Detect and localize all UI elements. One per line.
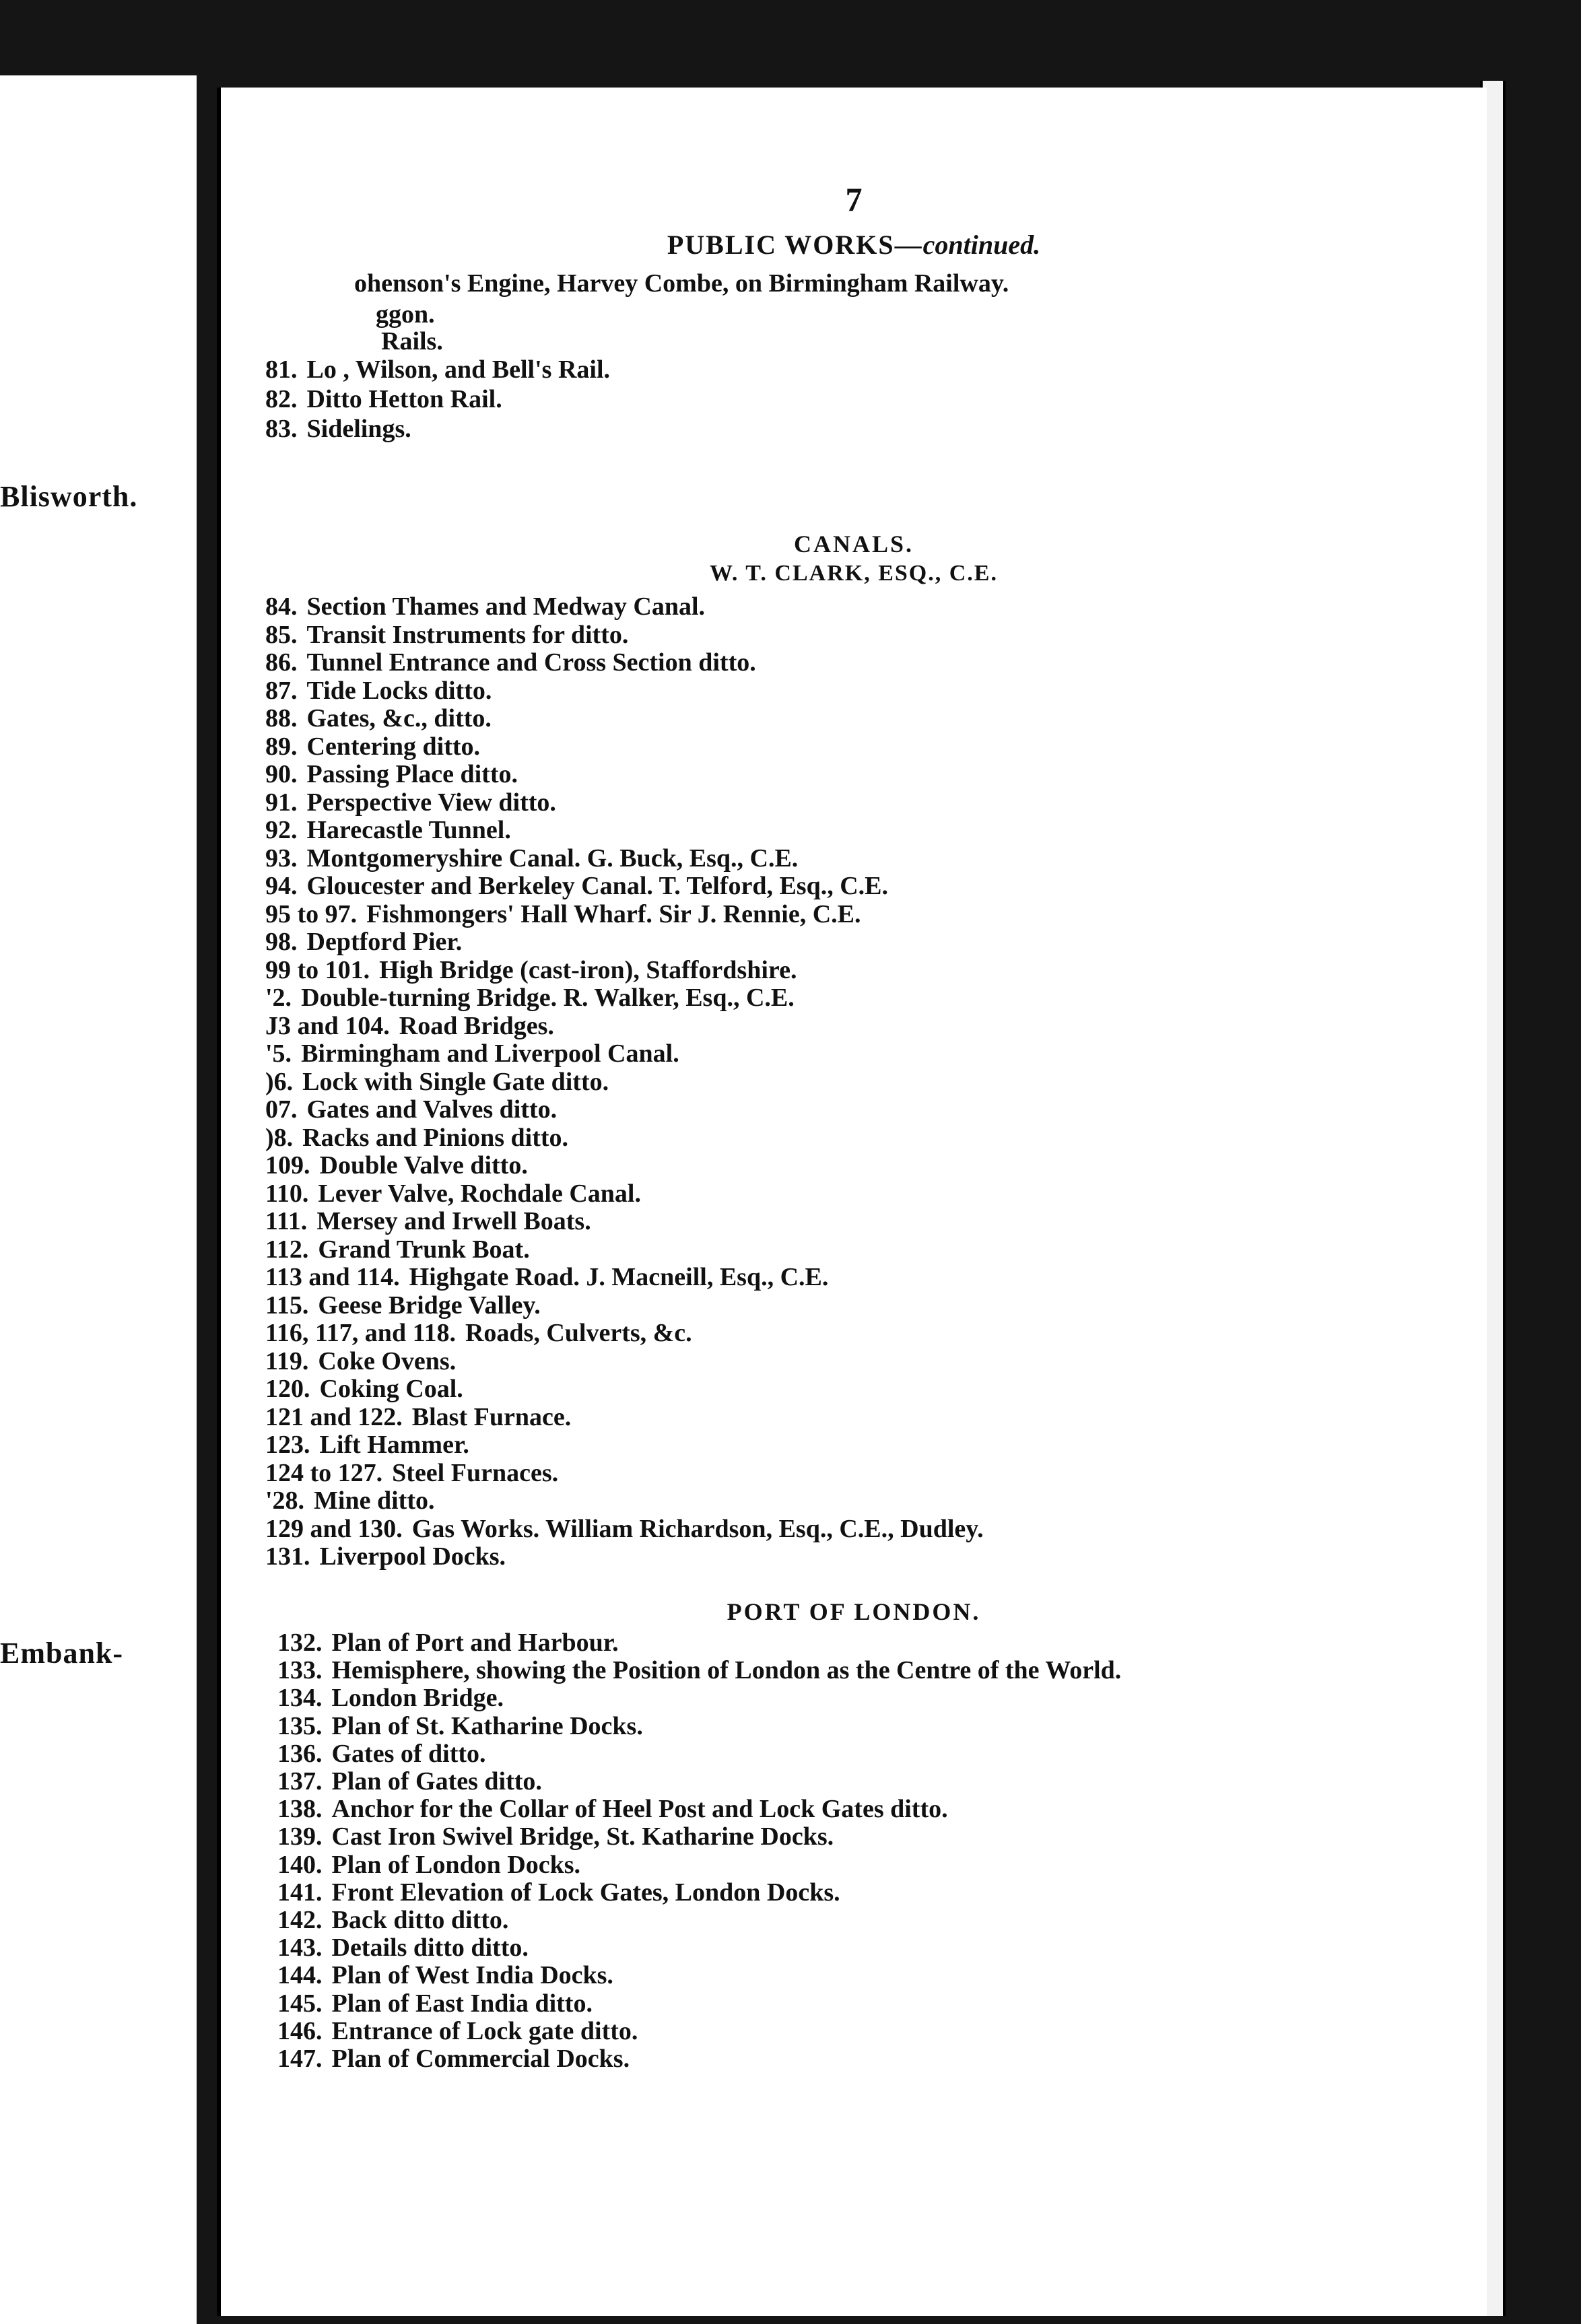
page-number: 7	[845, 180, 863, 218]
entry-number: 120.	[265, 1375, 310, 1403]
entry-number: 144.	[277, 1961, 323, 1990]
railway-continuation-line: ohenson's Engine, Harvey Combe, on Birmingham Railway.	[354, 269, 1009, 298]
entry-number: )8.	[265, 1123, 294, 1152]
entry-text: Montgomeryshire Canal. G. Buck, Esq., C.E.	[306, 844, 799, 873]
entry-text: Double Valve ditto.	[319, 1151, 528, 1180]
entry-text: Tide Locks ditto.	[306, 676, 492, 705]
list-item	[277, 1880, 840, 1905]
section-heading-canals: CANALS.	[793, 531, 914, 557]
entry-number: 111.	[265, 1207, 308, 1235]
list-item	[265, 790, 556, 815]
entry-text: Plan of Commercial Docks.	[331, 2045, 630, 2073]
entry-number: 84.	[265, 592, 298, 621]
list-item	[265, 1460, 558, 1486]
entry-number: 91.	[265, 788, 298, 817]
entry-number: 143.	[277, 1934, 323, 1962]
entry-number: 146.	[277, 2016, 323, 2045]
entry-number: 136.	[277, 1739, 323, 1768]
list-item	[265, 1153, 528, 1178]
entry-text: Sidelings.	[306, 415, 411, 443]
list-item	[265, 416, 411, 442]
list-item	[265, 957, 797, 983]
entry-text: Plan of East India ditto.	[331, 1989, 593, 2018]
page-title-continued: continued.	[922, 230, 1041, 260]
entry-text: Steel Furnaces.	[392, 1458, 559, 1487]
entry-text: Centering ditto.	[306, 732, 481, 761]
railway-continuation-line: Rails.	[381, 327, 443, 355]
list-item	[265, 1293, 541, 1318]
left-page-text-fragment: Embank-	[0, 1637, 124, 1670]
list-item	[277, 1713, 643, 1739]
entry-number: 147.	[277, 2045, 323, 2073]
entry-number: 115.	[265, 1291, 309, 1320]
list-item	[265, 1348, 456, 1374]
list-item	[277, 1824, 834, 1849]
list-item	[277, 1741, 486, 1767]
entry-text: Gates and Valves ditto.	[306, 1095, 558, 1124]
list-item	[265, 1264, 828, 1290]
entry-number: 129 and 130.	[265, 1514, 403, 1543]
list-item	[277, 1630, 619, 1655]
entry-number: 110.	[265, 1179, 309, 1208]
entry-text: Deptford Pier.	[306, 928, 463, 956]
entry-number: 07.	[265, 1095, 298, 1124]
list-item	[265, 1041, 679, 1066]
entry-text: Coking Coal.	[319, 1375, 463, 1403]
entry-number: 109.	[265, 1151, 310, 1180]
entry-text: Cast Iron Swivel Bridge, St. Katharine Docks.	[331, 1822, 834, 1851]
entry-number: 133.	[277, 1656, 323, 1685]
page-title-main: PUBLIC WORKS—	[667, 230, 923, 260]
entry-number: '28.	[265, 1486, 305, 1515]
entry-text: Perspective View ditto.	[306, 788, 556, 817]
list-item	[277, 1935, 529, 1960]
entry-number: 86.	[265, 648, 298, 677]
left-page-text-fragment: Blisworth.	[0, 480, 138, 513]
list-item	[265, 1069, 609, 1095]
list-item	[265, 706, 492, 731]
list-item	[277, 2018, 638, 2044]
entry-number: 99 to 101.	[265, 955, 370, 984]
entry-number: 139.	[277, 1822, 323, 1851]
entry-text: London Bridge.	[331, 1684, 504, 1713]
list-item	[265, 1432, 469, 1458]
entry-number: 82.	[265, 385, 298, 413]
entry-text: Transit Instruments for ditto.	[306, 620, 629, 649]
entry-text: Coke Ovens.	[318, 1346, 457, 1375]
entry-text: Passing Place ditto.	[306, 760, 518, 788]
section-byline-canals: W. T. CLARK, ESQ., C.E.	[710, 561, 998, 586]
entry-number: 113 and 114.	[265, 1263, 400, 1291]
list-item	[265, 1237, 530, 1262]
entry-number: 142.	[277, 1906, 323, 1934]
entry-text: Back ditto ditto.	[331, 1906, 509, 1934]
entry-text: Plan of West India Docks.	[331, 1961, 613, 1990]
entry-text: Mine ditto.	[314, 1486, 435, 1515]
entry-text: Gas Works. William Richardson, Esq., C.E., Dudley.	[411, 1514, 984, 1543]
list-item	[265, 678, 492, 704]
list-item	[265, 1013, 554, 1039]
entry-number: 87.	[265, 676, 298, 705]
section-heading-port-of-london: PORT OF LONDON.	[727, 1598, 981, 1625]
entry-number: 89.	[265, 732, 298, 761]
entry-text: Plan of St. Katharine Docks.	[331, 1711, 643, 1740]
entry-number: 85.	[265, 620, 298, 649]
list-item	[265, 622, 628, 648]
page-title	[221, 229, 1487, 261]
entry-text: Grand Trunk Boat.	[318, 1235, 530, 1264]
entry-text: Gloucester and Berkeley Canal. T. Telford, Esq., C.E.	[306, 872, 889, 900]
list-item	[265, 1320, 692, 1346]
entry-number: 92.	[265, 816, 298, 844]
entry-number: 93.	[265, 844, 298, 873]
entry-text: Details ditto ditto.	[331, 1934, 529, 1962]
list-item	[265, 594, 705, 619]
entry-text: Ditto Hetton Rail.	[306, 385, 502, 413]
entry-text: Fishmongers' Hall Wharf. Sir J. Rennie, C.E.	[366, 899, 861, 928]
entry-number: J3 and 104.	[265, 1011, 390, 1040]
list-item	[265, 846, 798, 871]
entry-number: 83.	[265, 415, 298, 443]
list-item	[265, 1376, 463, 1402]
entry-text: Birmingham and Liverpool Canal.	[301, 1039, 679, 1068]
entry-number: 90.	[265, 760, 298, 788]
entry-text: Plan of Port and Harbour.	[331, 1629, 619, 1657]
list-item	[265, 761, 518, 787]
list-item	[265, 1097, 557, 1122]
list-item	[265, 873, 888, 899]
list-item	[277, 1907, 508, 1933]
document-page	[217, 88, 1487, 2316]
left-page-fragment	[0, 75, 197, 2324]
entry-number: )6.	[265, 1067, 294, 1096]
entry-text: Tunnel Entrance and Cross Section ditto.	[306, 648, 756, 677]
list-item	[265, 985, 795, 1011]
list-item	[277, 1962, 613, 1988]
entry-number: 132.	[277, 1629, 323, 1657]
list-item	[265, 357, 610, 382]
entry-text: Racks and Pinions ditto.	[302, 1123, 569, 1152]
list-item	[265, 1125, 568, 1151]
entry-number: 88.	[265, 704, 298, 732]
entry-text: Gates of ditto.	[331, 1739, 486, 1768]
entry-number: 121 and 122.	[265, 1402, 403, 1431]
entry-text: Lever Valve, Rochdale Canal.	[318, 1179, 641, 1208]
entry-number: 131.	[265, 1542, 310, 1571]
entry-text: Anchor for the Collar of Heel Post and Lock Gates ditto.	[331, 1795, 948, 1824]
entry-text: Liverpool Docks.	[319, 1542, 506, 1571]
list-item	[265, 1488, 435, 1513]
entry-number: 138.	[277, 1795, 323, 1824]
entry-text: Section Thames and Medway Canal.	[306, 592, 706, 621]
list-item	[265, 1404, 571, 1430]
entry-text: Blast Furnace.	[411, 1402, 572, 1431]
entry-number: '5.	[265, 1039, 292, 1068]
entry-number: 135.	[277, 1711, 323, 1740]
entry-text: High Bridge (cast-iron), Staffordshire.	[379, 955, 797, 984]
list-item	[265, 734, 480, 759]
list-item	[277, 1685, 504, 1711]
entry-number: 116, 117, and 118.	[265, 1319, 456, 1347]
list-item	[277, 1852, 580, 1878]
list-item	[277, 1991, 593, 2016]
entry-text: Geese Bridge Valley.	[318, 1291, 541, 1320]
list-item	[265, 817, 511, 843]
entry-number: 145.	[277, 1989, 323, 2018]
entry-number: 141.	[277, 1878, 323, 1907]
list-item	[277, 2046, 630, 2072]
entry-number: 123.	[265, 1431, 310, 1459]
entry-text: Road Bridges.	[399, 1011, 554, 1040]
entry-text: Lock with Single Gate ditto.	[302, 1067, 609, 1096]
entry-text: Plan of London Docks.	[331, 1850, 581, 1879]
entry-number: 98.	[265, 928, 298, 956]
entry-number: 134.	[277, 1684, 323, 1713]
entry-number: 137.	[277, 1767, 323, 1796]
list-item	[265, 650, 756, 675]
entry-number: '2.	[265, 984, 292, 1012]
entry-text: Front Elevation of Lock Gates, London Docks.	[331, 1878, 840, 1907]
entry-number: 81.	[265, 355, 298, 384]
entry-text: Plan of Gates ditto.	[331, 1767, 542, 1796]
entry-text: Entrance of Lock gate ditto.	[331, 2016, 638, 2045]
list-item	[265, 386, 502, 412]
entry-text: Lift Hammer.	[319, 1431, 469, 1459]
entry-text: Gates, &c., ditto.	[306, 704, 492, 732]
entry-text: Mersey and Irwell Boats.	[316, 1207, 591, 1235]
entry-text: Highgate Road. J. Macneill, Esq., C.E.	[409, 1263, 829, 1291]
list-item	[277, 1657, 1121, 1683]
list-item	[265, 1544, 506, 1569]
entry-number: 112.	[265, 1235, 309, 1264]
entry-text: Double-turning Bridge. R. Walker, Esq., C.E.	[301, 984, 795, 1012]
entry-number: 119.	[265, 1346, 309, 1375]
list-item	[265, 1208, 591, 1234]
list-item	[265, 901, 861, 927]
entry-number: 124 to 127.	[265, 1458, 383, 1487]
entry-text: Lo , Wilson, and Bell's Rail.	[306, 355, 611, 384]
entry-text: Harecastle Tunnel.	[306, 816, 511, 844]
entry-text: Roads, Culverts, &c.	[465, 1319, 692, 1347]
railway-continuation-line: ggon.	[376, 300, 435, 329]
entry-text: Hemisphere, showing the Position of London as the Centre of the World.	[331, 1656, 1122, 1685]
list-item	[265, 929, 462, 955]
list-item	[277, 1769, 542, 1794]
list-item	[265, 1181, 641, 1206]
entry-number: 140.	[277, 1850, 323, 1879]
list-item	[277, 1796, 948, 1822]
entry-number: 94.	[265, 872, 298, 900]
list-item	[265, 1516, 984, 1542]
entry-number: 95 to 97.	[265, 899, 358, 928]
